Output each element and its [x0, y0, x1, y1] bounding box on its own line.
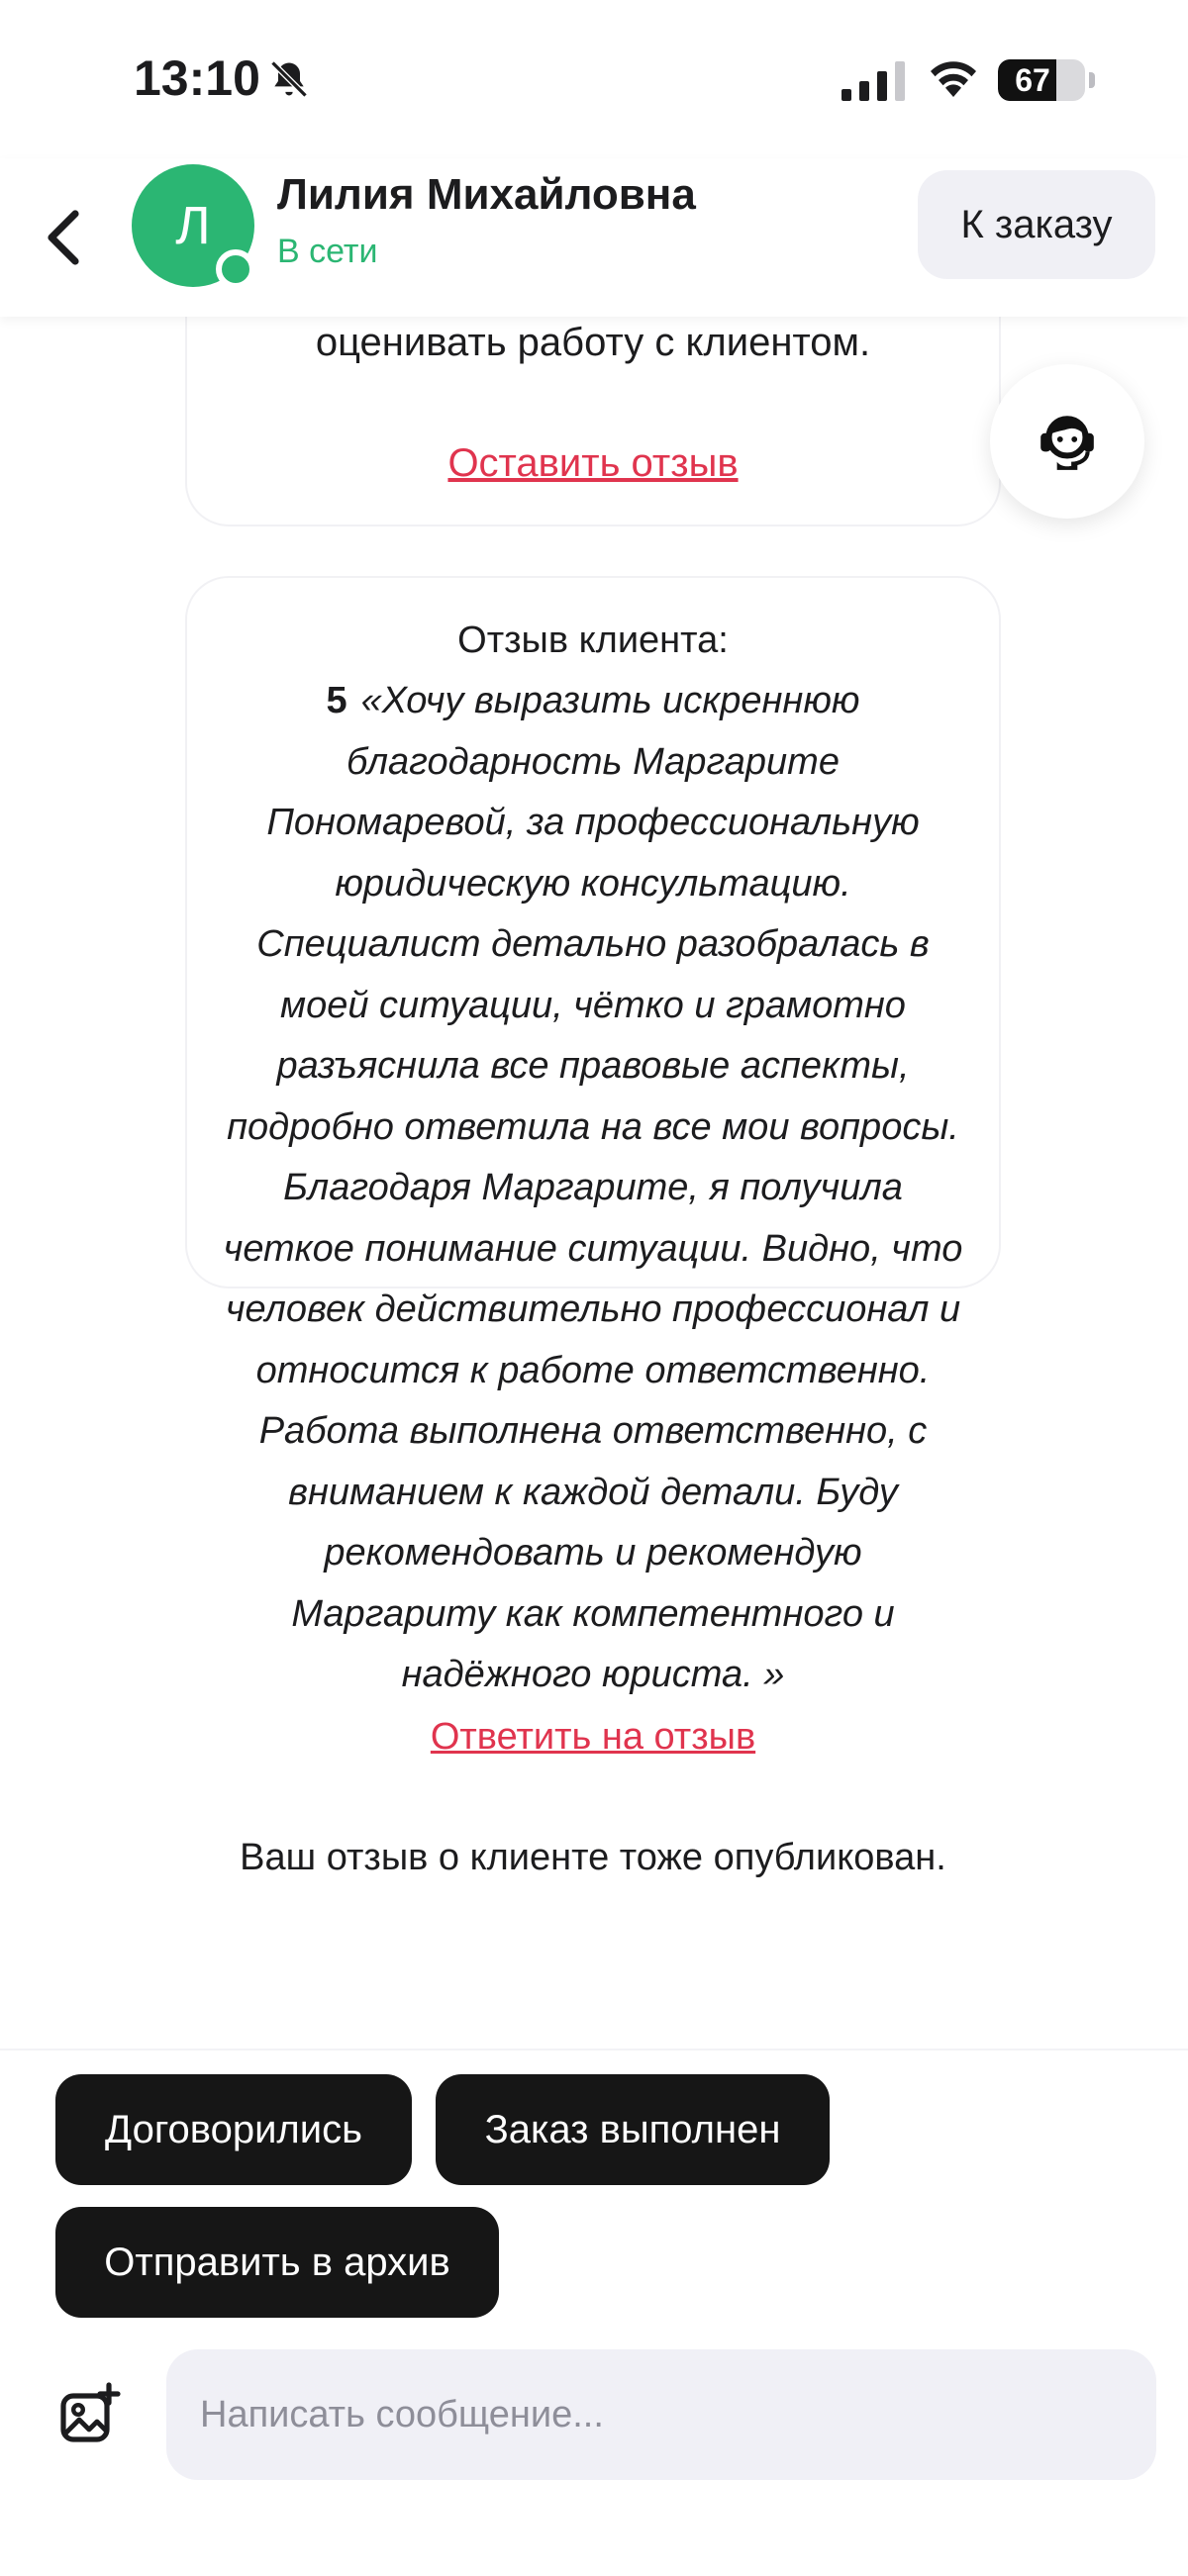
- leave-review-link[interactable]: Оставить отзыв: [447, 441, 739, 485]
- review-body: «Хочу выразить искреннюю благодарность Маргарите Пономаревой, за профессиональную юридическую консультацию. Специалист детально разобралась в моей ситуации, чётко и грамотно разъяснила все правовые аспекты, подробно ответила на все мои вопросы. Благодаря Маргарите, я получила четкое понимание ситуации. Видно, что человек действительно профессионал и относится к работе ответственно. Работа выполнена ответственно, с вниманием к каждой детали. Буду рекомендовать и рекомендую Маргариту как компетентного и надёжного юриста. »: [223, 680, 963, 1695]
- status-time: 13:10: [134, 50, 260, 106]
- signal-icon: [842, 61, 905, 101]
- archive-button[interactable]: Отправить в архив: [55, 2207, 499, 2318]
- reply-review-link[interactable]: Ответить на отзыв: [430, 1715, 756, 1758]
- wifi-icon: [926, 55, 981, 99]
- order-done-button[interactable]: Заказ выполнен: [436, 2074, 830, 2185]
- battery-cap: [1089, 72, 1095, 88]
- chat-messages[interactable]: [0, 317, 1188, 2049]
- online-status-dot: [216, 249, 255, 289]
- support-agent-icon: [1035, 409, 1100, 474]
- image-add-icon[interactable]: [57, 2382, 121, 2445]
- support-button[interactable]: [990, 364, 1144, 519]
- battery-indicator: [998, 59, 1085, 101]
- chat-header: [0, 158, 1188, 317]
- message-card: [185, 317, 1001, 526]
- published-note: Ваш отзыв о клиенте тоже опубликован.: [240, 1836, 946, 1878]
- contact-online-status: В сети: [277, 233, 378, 270]
- bottom-actions: [0, 2049, 1188, 2576]
- to-order-button[interactable]: К заказу: [918, 170, 1155, 279]
- bell-off-icon: [267, 57, 311, 101]
- contact-name[interactable]: Лилия Михайловна: [277, 170, 696, 219]
- battery-percent: 67: [1015, 62, 1050, 98]
- avatar[interactable]: Л: [132, 164, 254, 287]
- agreed-button[interactable]: Договорились: [55, 2074, 412, 2185]
- status-bar: [0, 0, 1188, 158]
- review-card: [185, 576, 1001, 1878]
- message-text: оценивать работу с клиентом.: [315, 321, 871, 364]
- review-text: [223, 671, 963, 1706]
- review-title: Отзыв клиента:: [457, 620, 729, 661]
- review-rating: 5: [326, 680, 347, 721]
- message-input[interactable]: [166, 2349, 1156, 2480]
- chevron-left-icon[interactable]: [36, 202, 91, 273]
